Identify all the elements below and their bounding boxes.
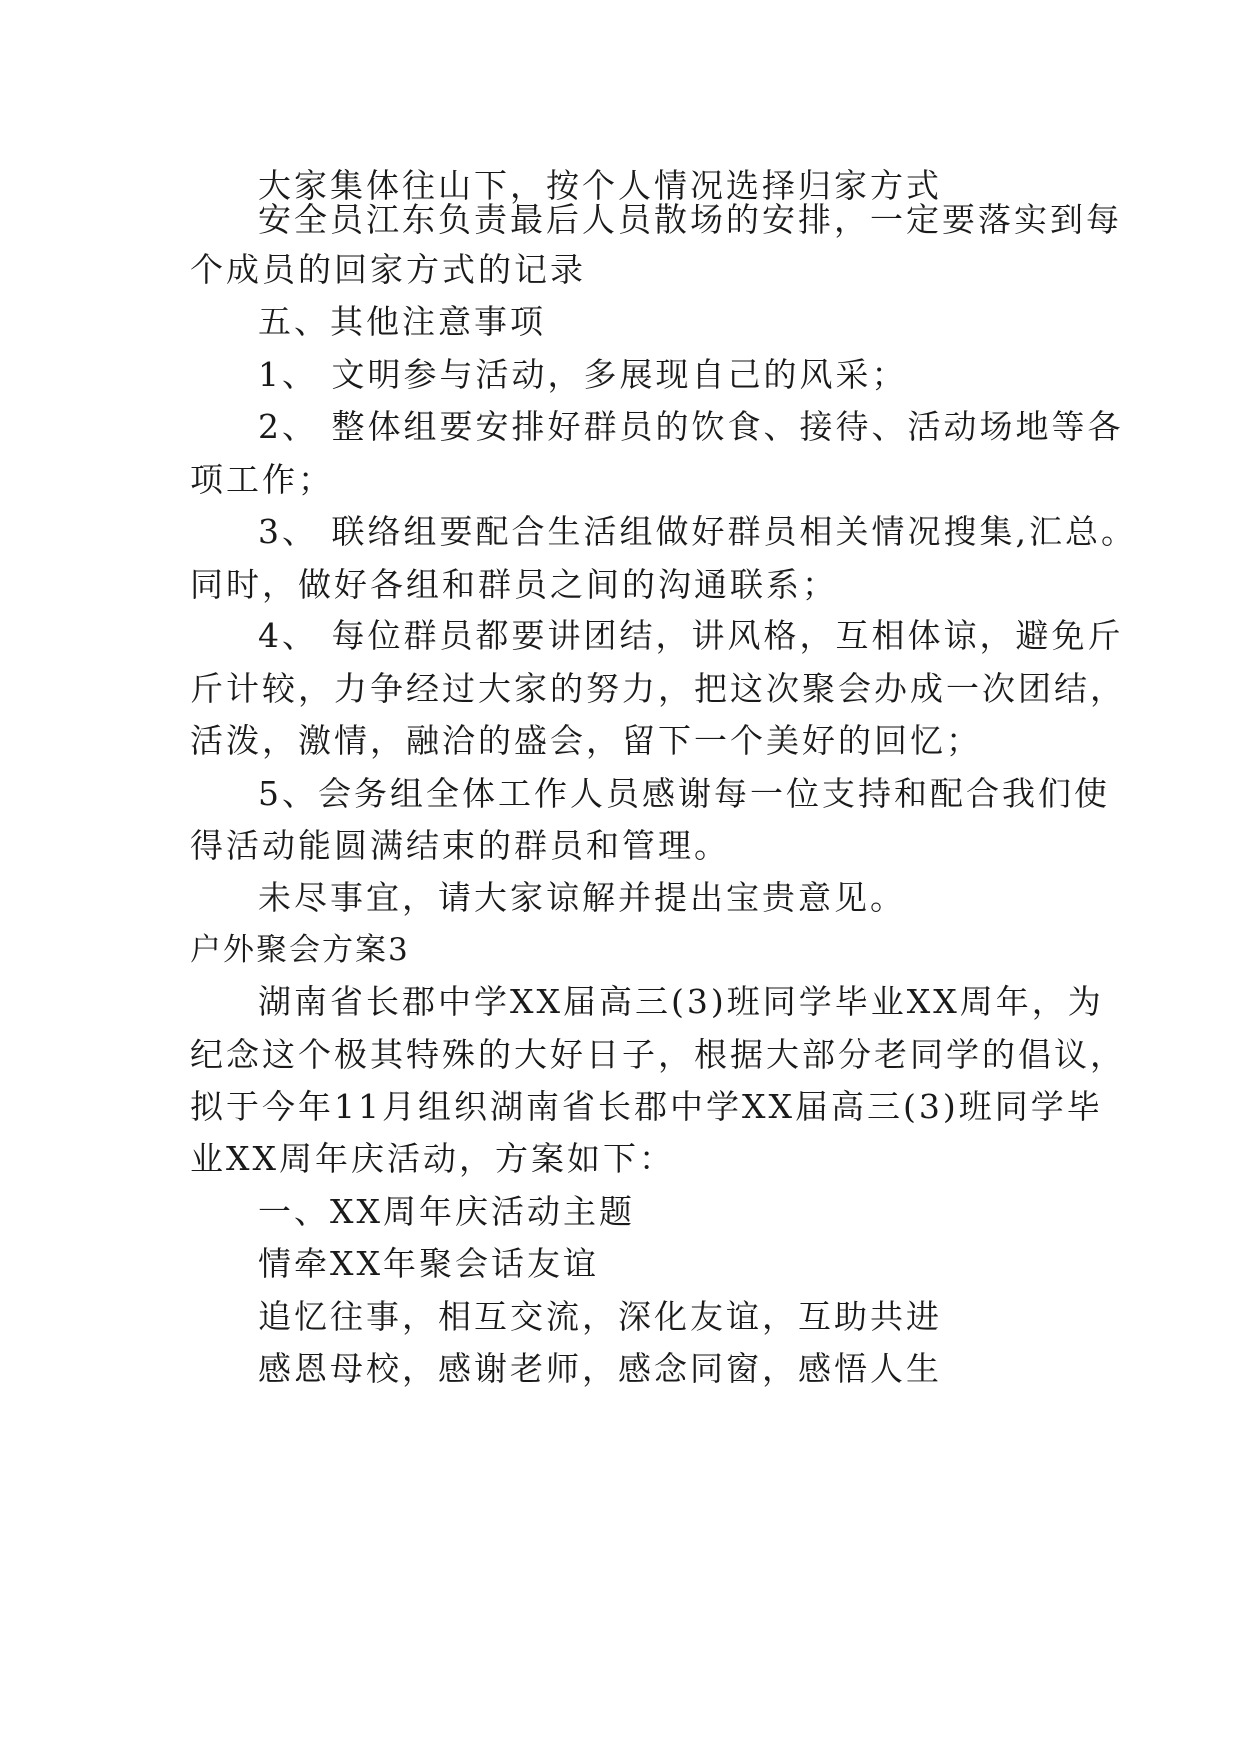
section-heading: 五、其他注意事项 bbox=[258, 302, 546, 341]
text-line: 纪念这个极其特殊的大好日子，根据大部分老同学的倡议， bbox=[190, 1035, 1126, 1074]
text-line: 未尽事宜，请大家谅解并提出宝贵意见。 bbox=[258, 878, 906, 917]
text-line: 情牵XX年聚会话友谊 bbox=[258, 1244, 599, 1283]
text-line: 湖南省长郡中学XX届高三(3)班同学毕业XX周年，为 bbox=[258, 982, 1104, 1021]
list-item: 2、 整体组要安排好群员的饮食、接待、活动场地等各 bbox=[258, 407, 1124, 446]
text-line: 追忆往事，相互交流，深化友谊，互助共进 bbox=[258, 1297, 942, 1336]
list-item: 4、 每位群员都要讲团结，讲风格，互相体谅，避免斤 bbox=[258, 616, 1124, 655]
text-line: 同时，做好各组和群员之间的沟通联系； bbox=[190, 565, 838, 604]
section-heading: 一、XX周年庆活动主题 bbox=[258, 1192, 635, 1231]
text-line: 斤计较，力争经过大家的努力，把这次聚会办成一次团结， bbox=[190, 669, 1126, 708]
text-line: 活泼，激情，融洽的盛会，留下一个美好的回忆； bbox=[190, 721, 982, 760]
list-item: 1、 文明参与活动，多展现自己的风采； bbox=[258, 355, 908, 394]
list-item: 5、会务组全体工作人员感谢每一位支持和配合我们使 bbox=[258, 774, 1110, 813]
text-line: 项工作； bbox=[190, 460, 334, 499]
list-item: 3、 联络组要配合生活组做好群员相关情况搜集,汇总。 bbox=[258, 512, 1137, 551]
text-line: 大家集体往山下，按个人情况选择归家方式 bbox=[258, 166, 942, 205]
text-line: 拟于今年11月组织湖南省长郡中学XX届高三(3)班同学毕 bbox=[190, 1087, 1103, 1126]
text-line: 感恩母校，感谢老师，感念同窗，感悟人生 bbox=[258, 1349, 942, 1388]
text-line: 安全员江东负责最后人员散场的安排，一定要落实到每 bbox=[258, 200, 1122, 239]
text-line: 个成员的回家方式的记录 bbox=[190, 250, 586, 289]
text-line: 业XX周年庆活动，方案如下： bbox=[190, 1139, 675, 1178]
document-title: 户外聚会方案3 bbox=[190, 932, 410, 968]
text-line: 得活动能圆满结束的群员和管理。 bbox=[190, 826, 730, 865]
